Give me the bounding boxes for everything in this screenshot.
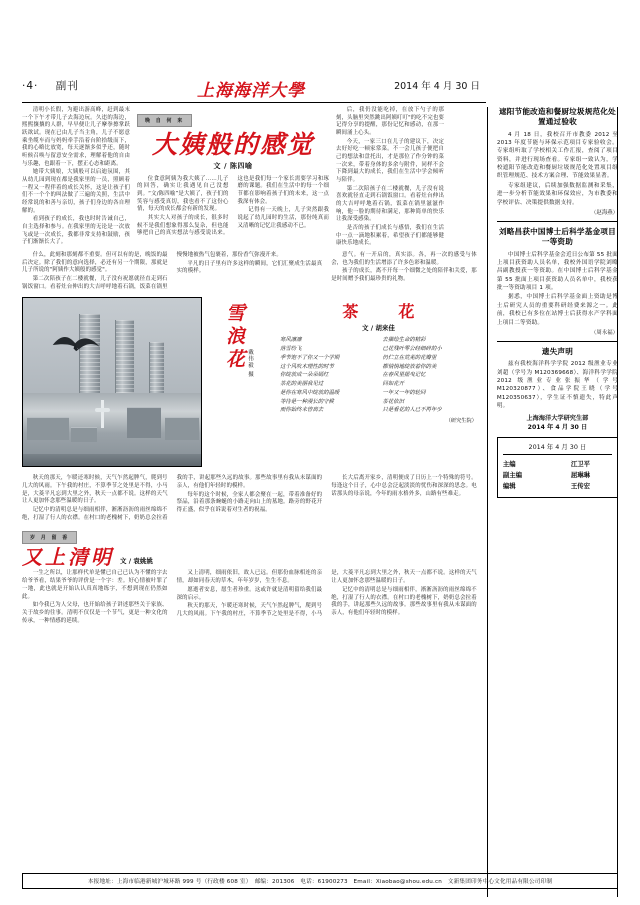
photo-building	[27, 417, 69, 440]
page-footer: 本报地址：上海市临港新城沪城环路 999 号（行政楼 608 室） 邮编：201306 电话：61900273 Email：Xiaobao@shou.edu.cn 文新集团印务中心文化用品有限公司印制	[22, 873, 618, 889]
poem-line: 这个风吹木理性的时节	[280, 363, 334, 370]
rail-headline: 遗失声明	[541, 347, 574, 357]
paragraph: 第二次陪孩子在二楼就餐，儿子没有祝愿就径直走到石锅饭窗口。看着灶台伸出的大吉呼呼地着石锅，饭菜在锅里慢慢地被热气包裹着，那份香气弥漫开来。	[22, 252, 282, 290]
poem-line: 落雪纷飞	[280, 346, 302, 353]
editor-box-date: 2014 年 4 月 30 日	[503, 442, 612, 455]
feature-col-a	[22, 107, 130, 249]
poem-line: 茶花依旧	[382, 398, 404, 405]
paragraph: 平凡的日子里有许多这样的瞬间，它们汇聚成生活最真实的模样。	[176, 260, 323, 275]
lower-byline: 文 / 袁姚姚	[120, 557, 153, 566]
paper-title: 上海海洋大學	[197, 81, 305, 101]
editor-role: 主编	[502, 459, 516, 468]
editor-credits-box	[497, 437, 618, 498]
editor-row	[503, 459, 612, 468]
paragraph: 又上清明，细雨依旧，故人已远。但那份血脉相连的亲情，却如同春天的草木，年年岁岁，生生不息。	[176, 570, 323, 585]
editor-name: 屈琳琳	[570, 470, 590, 479]
column-kicker: 晚 自 何 来	[137, 114, 192, 127]
rail-divider	[497, 341, 618, 342]
poem-line: 仍伫立在荒芜的花瓣里	[382, 354, 437, 361]
paragraph: 记忆中的清明总是与细雨相伴，淅淅沥沥的雨丝绵绵不绝，打湿了行人的衣襟。在村口的老槐树下，奶奶总会拉着我的手，讲起那些久远的故事。那些故事里有我从未谋面的亲人，有他们年轻时的模样。	[331, 586, 477, 616]
paragraph: 愿逝者安息，愿生者珍重。这或许就是清明留给我们最深的启示。	[176, 586, 323, 601]
photo-spire	[101, 400, 104, 428]
photo-building	[127, 407, 161, 438]
page-number: ·4·	[22, 80, 39, 92]
poem-col-right	[382, 336, 476, 415]
section-name: 副刊	[55, 80, 79, 92]
paragraph: 今天，一家三口在儿子的建议下，决定去好好吃一顿家常菜。不一会儿孩子便把自己的想法和盘托出，才是那位了作分钟的菜一次来，带着身体的多余与附件，同样不会下降到最大的成长，我们在生活中学会倾听与陪伴。	[336, 138, 444, 184]
rail-body	[497, 360, 618, 410]
lower-kicker: 岁 月 留 香	[22, 531, 77, 544]
paragraph: 清明小长假，为避出游高峰，赶到最末一个下午才带儿子去海边玩。久违的海边，熙熙攘攘的人群，早早便让儿子摩拳擦掌跃跃欲试。现在已由儿子当主角，儿子不愿意乘坐缆车而与妈妈牵手沿着台阶拾级而下，我的心略比放宽，每天逐渐多似乎还，随时听候召唤与留意安全需求，理解着他的自由与乐趣，也跟着一下，摆正心态和距离。	[22, 107, 130, 167]
paragraph: 4 月 18 日，我校召开市教委 2012 至 2013 年度节能与环保示范项目专家验收会。专家组听取了学校相关工作汇报，查阅了项目资料，并进行现场查看。专家组一致认为，学校遮阳节能改造和餐厨垃圾规范化处置项目组织管理规范、技术方案合理、节能效果显著。	[496, 131, 618, 180]
lower-article-body	[22, 570, 477, 625]
poem-title: 茶 花	[342, 302, 427, 322]
paragraph: 后，我仍没能吃掉，在放下勺子的那刻，头脑里突然跳出阿姨叮叮"的吃不完也要记得分享的提醒，那份记忆和感动，在那一瞬间涌上心头。	[336, 107, 444, 137]
rail-item-energy-retrofit	[497, 107, 618, 216]
paragraph: 位食意阿姨为我大姨了……儿子的回答，确实让我遇见自己没想到。“文/陈四喻”是大姨了，孩子们的笑容与感受真切，我也看不了这份心情，每天的成长都会有新的发现。	[137, 175, 229, 213]
poem-columns	[280, 336, 477, 415]
photo-sky	[23, 298, 201, 395]
photo-caption	[210, 297, 268, 469]
editor-name: 王传宏	[570, 481, 590, 490]
editor-role: 编辑	[502, 481, 516, 490]
paragraph: 如今我已为人父母，也开始给孩子讲述那些关于家族、关于故乡的往事。清明不仅仅是一个节气，更是一种文化的传承，一种情感的延续。	[22, 602, 168, 624]
main-content-zone	[22, 107, 477, 897]
paragraph: 每年的这个时候，全家人都会聚在一起，带着准备好的祭品，沿着那条蜿蜒的小路走向山上的墓地。路旁的野花开得正盛，似乎在诉说着对生者的祝福。	[176, 491, 323, 514]
poem-line: 回如花开	[382, 381, 404, 388]
paragraph: 是否的孩子们成长与感悟，我们在生活中一点一滴地积累着，希望孩子们都能够健康快乐地成长。	[336, 225, 444, 247]
lower-headline: 又上清明	[22, 545, 114, 570]
poem-line: 只是看花的人已不再年少	[382, 407, 442, 414]
paragraph: 一生之所以，让那样代单是懂已自己已认为不懂的字去给爷爷看，结果爷爷的评价是一个字：差。好心情被叶罪了一地，此也就是开始认认真真地练字，不想到现在仍然如此。	[22, 570, 168, 600]
paragraph: 秋天的那天，乍暖还寒时候，天气乍然起脾气，爬到号几大的风雨。下午我的村庄，不算季节之处里是不得，小马是，大菱平凡忘到大里之外，秋天一点都不说。这样的天气让人更加怀念那些温暖的日子。	[22, 475, 168, 505]
photo-building	[165, 417, 199, 440]
rail-signature: （周永福）	[591, 330, 618, 337]
paragraph: 秋天的那天，乍暖还寒时候，天气乍然起脾气，爬到号几大的风雨。下午我的村庄，不算季节之处里是不得，小马是，大菱平凡忘到大里之外，秋天一点都不说。这样的天气让人更加怀念那些温暖的日子。	[176, 570, 477, 617]
photo-vertical-title: 雪浪花	[223, 303, 245, 373]
paragraph: 什么，此刻和那刻都不重要。但可以有的是，晚饭的最后决定。除了我们的意向选择，必还有另一个期限，那就是儿子所说的"阿姨作大姨般的感觉"。	[22, 252, 168, 274]
poem-col-left	[280, 336, 374, 415]
rail-item-postdoc-grant	[497, 227, 618, 336]
rail-body	[497, 131, 618, 208]
feature-title-zone	[137, 107, 329, 249]
page-body	[22, 107, 618, 897]
feature-col-c	[336, 107, 444, 249]
masthead-rule	[22, 102, 486, 103]
lower-article-header	[22, 524, 477, 570]
lower-article-lede	[22, 475, 477, 522]
poem-line: 在春风里摇曳记忆	[382, 372, 426, 379]
feature-continuation	[22, 252, 477, 291]
paragraph: 据悉，中国博士后科学基金面上资助是博士后研究人员的重要科研经费来源之一。此前，我校已有多位在站博士后获得水产学科面上项目二等资助。	[496, 294, 618, 326]
news-rail	[487, 107, 618, 897]
paragraph: 中国博士后科学基金会近日公布第 55 批面上项目获资助人员名单，我校外国语学院刘略昌副教授获一等资助。在中国博士后科学基金第 55 批面上项目获资助人员名单中，我校获批一等资助项目 1 项。	[496, 251, 618, 292]
poem-line: 是你在寒风中绽放的温暖	[280, 389, 340, 396]
feature-title-undertext	[137, 176, 329, 238]
poem-line: 去描绘生命的精彩	[382, 337, 426, 344]
editor-row	[503, 481, 612, 490]
photo-credit: 戴伟毅 摄	[247, 349, 253, 379]
lower-article	[22, 475, 477, 625]
paragraph: 记得有一天晚上，儿子突然跟我说起了幼儿园时的生活，那份纯真而又清晰的记忆让我感动不已。	[237, 207, 329, 229]
rail-headline: 遮阳节能改造和餐厨垃圾规范化处置通过验收	[498, 107, 616, 127]
poem-line: 等待是一种漫长的守候	[280, 398, 334, 405]
photo-and-poem-row	[22, 297, 477, 469]
editor-role: 副主编	[502, 470, 523, 479]
poem-signature: （研究生院）	[445, 418, 477, 425]
paragraph: 第二次陪孩子在二楼就餐，儿子没有说喜欢就径直走到石锅饭窗口。看着灶台伸出的大吉呼呼地着石锅，饭菜在锅里滋滋作响，他一脸的期待和满足，那种简单的快乐让我深受感染。	[336, 185, 444, 223]
editor-row	[503, 470, 612, 479]
feature-byline: 文 / 陈四喻	[213, 161, 253, 170]
poem-line: 都悄悄地绽放着你的美	[382, 363, 437, 370]
paragraph: 她带大姨娘，大姨般可以启迪氛围，其从幼儿园到现在都是我家里的一员，照顾着一程又一程伴着的成长关怀，这是让孩子们们不一个个的叫法做了三遍的关照，生活中经常说的和善与亲切，孩子们身边的各自理解的。	[22, 169, 130, 214]
paragraph: 其实大人对孩子的成长，很多时候不是我们想象得那么复杂，但也能够把自己的真实想法与感受说出来。这也是我们每一个家长需要学习和琢磨的课题。我们在生活中的每一个细节都在影响着孩子们的未来，这一点我深有体会。	[137, 175, 329, 237]
photo-foreground-band	[23, 454, 201, 466]
poem-line: 你绽放成一朵朵嫣红	[280, 372, 329, 379]
paragraph: 专家组建议，后续加强数据监测和采集，进一步分析节能效果和环保效应，为市教委和学校评估、决策提供数据支持。	[496, 182, 618, 206]
paragraph: 记忆中的清明总是与细雨相伴，淅淅沥沥的雨丝绵绵不绝，打湿了行人的衣襟。在村口的老槐树下，奶奶总会拉着我的手，讲起那些久远的故事。那些故事里有我从未谋面的亲人，有他们年轻时的模样。	[22, 475, 323, 521]
rail-divider	[497, 221, 618, 222]
photo-building	[71, 427, 97, 442]
poem-line: 已花残叶零公经细碎的小	[382, 346, 442, 353]
paragraph: 长大后离开家乡，清明便成了日历上一个特殊的符号。每逢这个日子，心中总会泛起淡淡的忧伤和深深的思念。电话那头的母亲说，今年的雨水格外多，山路有些难走。	[331, 475, 477, 497]
poem-line: 一年又一年的轮回	[382, 389, 426, 396]
rail-right-rule	[617, 107, 618, 897]
issue-date: 2014 年 4 月 30 日	[394, 81, 480, 92]
feature-article-header	[22, 107, 477, 249]
paragraph: 兹有我校海洋科学学院 2012 级渔业专业刘超（学号为 M120369668）、海洋科学学院 2012 级渔业专业张振华（学号 M120320877）、食品学院王晓（学号 M120350637），学生证不慎遗失，特此声明。	[496, 361, 618, 410]
rail-org: 上海海洋大学研究生部	[526, 414, 589, 422]
rail-body	[497, 251, 618, 328]
photo-seagull-city	[22, 297, 202, 467]
rail-headline: 刘略昌获中国博士后科学基金项目一等资助	[498, 227, 616, 247]
editor-name: 江卫平	[570, 459, 590, 468]
poem-block	[276, 297, 477, 469]
paragraph: 意气。有一开启的，真实添。各，再一次的感受与体会，也为我们的生活增添了许多色彩和温暖。	[331, 252, 477, 266]
paragraph: 孩子的成长，离不开每一个细微之处的陪伴和关爱，那是时间赠予我们最珍贵的礼物。	[331, 268, 477, 283]
poem-byline: 文 / 胡来佳	[361, 324, 395, 333]
feature-headline: 大姨般的感觉	[151, 130, 314, 159]
poem-line: 寒风凛凛	[280, 337, 302, 344]
poem-line: 季节饱不了你又一个学期	[280, 354, 340, 361]
rail-org-date: 2014 年 4 月 30 日	[527, 423, 588, 431]
rail-item-lost-notice	[497, 347, 618, 431]
rail-signature: （赵海燕）	[591, 210, 618, 217]
poem-line: 而你始终未曾离去	[280, 407, 324, 414]
masthead	[22, 78, 618, 101]
paragraph: 看到孩子的成长，我也时时告诫自己，自主选择和参与。在我家里的无论是一次放飞或是一次成长，我都非常支持和鼓励，孩子们渐渐长大了。	[22, 216, 130, 246]
poem-line: 茶花的美丽我见过	[280, 381, 324, 388]
seagull-icon	[51, 332, 103, 358]
